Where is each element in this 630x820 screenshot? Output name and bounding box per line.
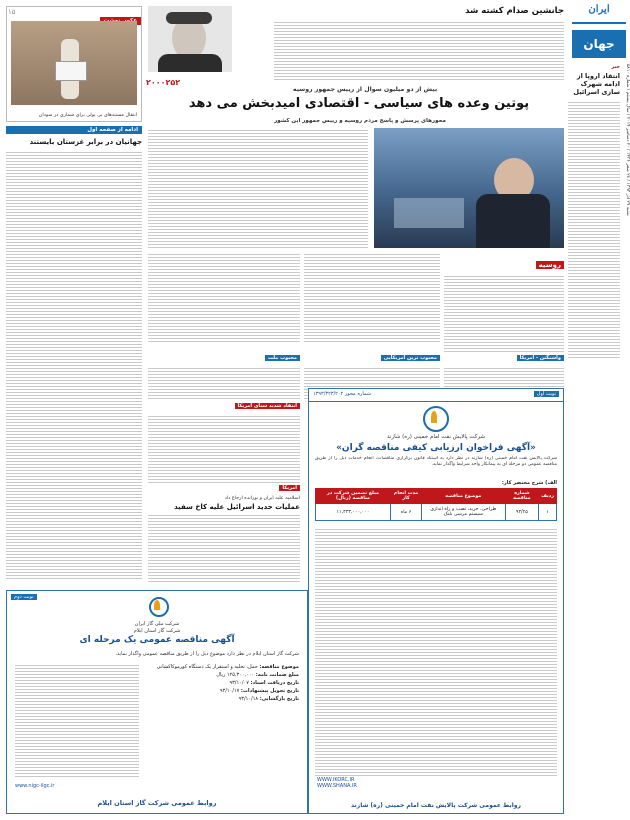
ad-shazand-body <box>315 527 557 777</box>
table-header: ردیف <box>539 489 557 504</box>
table-row <box>316 504 557 521</box>
mahboub-block <box>304 344 440 388</box>
russia-heading: روسیه <box>536 261 564 269</box>
ad-shazand-topbar <box>309 389 563 402</box>
ad-shazand-serial: شماره مجوز ۱۳۹۳/۳۲۳/۲۰۲ <box>313 391 371 397</box>
yemen-heading: محبوب ملت <box>265 355 300 361</box>
top-headline: جانشین صدام کشته شد <box>465 6 564 16</box>
sudan-title: عملیات جدید اسرائیل علیه کاخ سفید <box>174 503 300 511</box>
ad-shazand-table-caption: الف) شرح مختصر کار: <box>501 480 557 486</box>
table-header-row <box>316 489 557 504</box>
ad-ilam-intro: شرکت گاز استان ایلام در نظر دارد موضوع ذیل را از طریق مناقصه عمومی واگذار نماید. <box>115 651 299 657</box>
ad-ilam-round: نوبت دوم <box>11 594 37 600</box>
table-cell: ۹۳/۲۵ <box>505 504 539 521</box>
section-title: جهان <box>583 37 615 51</box>
masthead-logo: ایران <box>588 4 610 15</box>
ad-shazand-websites: WWW.IKORC.IR WWW.SHANA.IR <box>317 777 357 789</box>
main-kicker: بیش از دو میلیون سوال از رییس جمهور روسیه <box>292 86 438 93</box>
table-header: شماره مناقصه <box>505 489 539 504</box>
continued-body <box>6 150 142 580</box>
ad-ilam-body <box>15 663 139 779</box>
right-story <box>568 64 620 364</box>
ad-ilam-row: تاریخ بازگشایی: ۹۳/۱۰/۱۸ <box>238 696 299 702</box>
ad-ilam-footer: روابط عمومی شرکت گاز استان ایلام <box>97 799 217 807</box>
ad-shazand-company: شرکت پالایش نفت امام خمینی (ره) شازند <box>387 434 485 440</box>
continued-header: ادامه از صفحه اول <box>6 126 142 134</box>
ad-ilam-rows <box>139 663 299 703</box>
main-headline: پوتین وعده های سیاسی - اقتصادی امیدبخش می دهد <box>188 96 530 111</box>
right-story-body <box>568 100 620 360</box>
ad-shazand-intro: شرکت پالایش نفت امام خمینی (ره) شازند در نظر دارد به استناد قانون برگزاری مناقصات، انجام خدمات ذیل را از طریق مناقصه عمومی دو مرحله ای به پیمانکار واجد شرایط واگذار نماید. <box>315 456 557 468</box>
ad-ilam-row: تاریخ تحویل پیشنهادات: ۹۳/۱۰/۱۷ <box>219 688 299 694</box>
ad-shazand-title: «آگهی فراخوان ارزیابی کیفی مناقصه گران» <box>336 443 536 453</box>
ad-shazand-footer: روابط عمومی شرکت پالایش نفت امام خمینی (ره) شازند <box>351 802 521 809</box>
photo-note-image <box>11 21 137 105</box>
mahboub-heading: محبوب ترین آمریکایی <box>381 355 440 361</box>
photo-note <box>6 6 142 122</box>
table-header: مدت انجام کار <box>390 489 421 504</box>
left-lead-block <box>148 252 300 342</box>
ad-ilam-company: شرکت ملی گاز ایران <box>134 621 180 627</box>
table-header: موضوع مناقصه <box>422 489 505 504</box>
america-block <box>148 474 300 574</box>
table-cell: ۱۱,۳۳۳,۰۰۰,۰۰۰ <box>316 504 391 521</box>
top-story-body <box>274 20 564 82</box>
ad-ilam-logo <box>137 597 177 619</box>
author-photo <box>148 6 232 72</box>
main-photo <box>374 128 564 248</box>
right-story-kicker: خبر <box>611 64 620 70</box>
main-story-body <box>148 128 368 248</box>
ad-ilam-website: www.nigc-ilgc.ir <box>15 783 55 789</box>
table-cell: طراحی، خرید، نصب و راه اندازی سیستم مرسی بلنک <box>422 504 505 521</box>
table-header: مبلغ تضمین شرکت در مناقصه (ریال) <box>316 489 391 504</box>
analysis-heading: انتقاد شدید سنای آمریکا <box>235 403 300 409</box>
washington-block <box>444 344 564 388</box>
yemen-block <box>148 344 300 388</box>
sudan-kicker: اسلامیه علیه ایران و نوزانده ارجاع داد <box>224 496 300 501</box>
date-line: شنبه ۲۹ آذر ۱۳۹۳ / ۲۸ صفر ۱۴۳۶ / ۲۰ دسامبر ۲۰۱۴ / سال بیستم / شماره ۵۸۱۰ <box>625 64 630 216</box>
table-cell: ۶ ماه <box>390 504 421 521</box>
continued-section <box>6 126 142 586</box>
ad-ilam-subcompany: شرکت گاز استان ایلام <box>133 628 181 634</box>
ad-shazand-round: نوبت اول <box>534 391 559 397</box>
ad-ilam-row: مبلغ ضمانت نامه: ۱۲۵,۳۰۰,۰۰۰ ریال <box>216 672 299 678</box>
photo-note-caption: انتقال مستندهای بی پولی برای شماری در سودان <box>38 113 137 118</box>
right-story-headline: انتقاد اروپا از ادامه شهرک سازی اسرائیل <box>573 72 620 96</box>
ad-ilam-gas <box>6 590 308 814</box>
russia-block <box>444 252 564 342</box>
washington-heading: واشنگتن - آمریکا <box>517 355 564 361</box>
main-subhead: محورهای پرسش و پاسخ مردم روسیه و رییس جمهور این کشور <box>274 118 446 124</box>
count-badge: ۲۰۰۰۲۵۲ <box>146 78 181 87</box>
ad-shazand-logo <box>423 406 449 432</box>
ad-shazand-table <box>315 488 557 521</box>
table-cell: ۱ <box>539 504 557 521</box>
america-heading: آمریکا <box>279 485 300 491</box>
masthead <box>572 4 626 24</box>
ad-ilam-row: تاریخ دریافت اسناد: ۹۳/۱۰/۰۷ <box>229 680 299 686</box>
ad-shazand <box>308 388 564 814</box>
section-banner <box>572 30 626 58</box>
ad-ilam-title: آگهی مناقصه عمومی یک مرحله ای <box>79 635 235 645</box>
analysis-block <box>148 392 300 472</box>
ad-ilam-row: موضوع مناقصه: حمل، تخلیه و استقرار یک دستگاه کورموکاکشانی <box>156 664 299 670</box>
lead-block <box>304 252 440 342</box>
continued-headline: جهانیان در برابر غزستان بایستند <box>29 138 142 146</box>
page-number: ۱۵ <box>8 8 16 16</box>
